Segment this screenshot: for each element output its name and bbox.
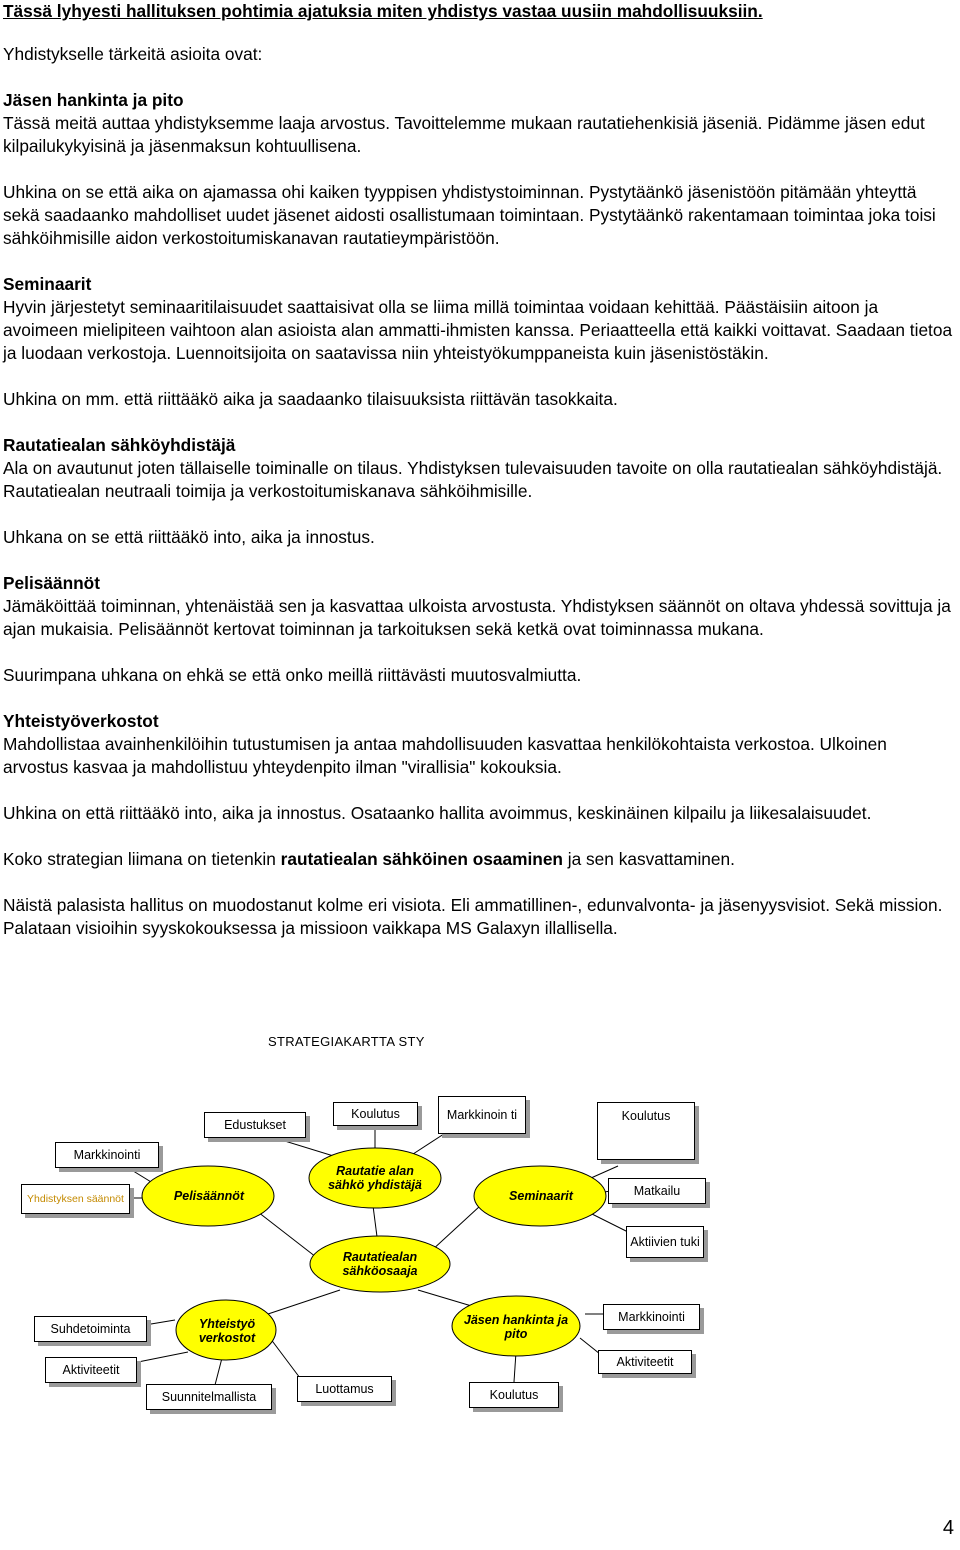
box-markkinointi: Markkinointi — [55, 1142, 159, 1168]
strategy-map — [0, 1020, 960, 1440]
section-threat: Uhkina on se että aika on ajamassa ohi kaiken tyyppisen yhdistystoiminnan. Pystytäänkö jäsenistöön pitämään yhteyttä sekä saadaanko mahdolliset uudet jäsenet aidosti osallistumaan toimintaan. Pystytäänkö rakentamaan toimintaa joka toisi sähköihmisille aidon verkostoitumiskanavan rautatieympäristöön. — [3, 182, 936, 248]
section-body: Ala on avautunut joten tällaiselle toiminalle on tilaus. Yhdistyksen tulevaisuuden tavoite on olla rautatiealan sähköyhdistäjä. Rautatiealan neutraali toimija ja verkostoitumiskanava sähköihmisille. — [3, 458, 943, 501]
box-matkailu: Matkailu — [608, 1178, 706, 1204]
section-body: Hyvin järjestetyt seminaaritilaisuudet saattaisivat olla se liima millä toimintaa voidaan kehittää. Päästäisiin aitoon ja avoimeen mielipiteen vaihtoon alan asioista alan ammatti-ihmisten kanssa. Periaatteella että kaikki voittavat. Saadaan tietoa ja luodaan verkostoja. Luennoitsijoita on saatavissa niin yhteistyökumppaneista kuin jäsenistöstäkin. — [3, 297, 953, 363]
box-aktiviteetit: Aktiviteetit — [598, 1350, 692, 1374]
section-seminaarit — [3, 273, 955, 365]
connector-line — [430, 1206, 480, 1252]
box-suhdetoiminta: Suhdetoiminta — [34, 1316, 147, 1342]
section-heading: Rautatiealan sähköyhdistäjä — [3, 435, 236, 455]
box-edustukset: Edustukset — [204, 1112, 306, 1138]
yhteistyo-label: Yhteistyö verkostot — [198, 1317, 256, 1345]
box-aktiivien-tuki: Aktiivien tuki — [626, 1226, 704, 1258]
section-heading: Seminaarit — [3, 274, 92, 294]
box-markkinointi: Markkinointi — [603, 1304, 700, 1330]
section-yhteistyo — [3, 710, 955, 779]
section-sahkoyhdistaja — [3, 434, 955, 503]
box-yhdistyksen-saannot: Yhdistyksen säännöt — [21, 1184, 130, 1214]
section-threat: Uhkina on mm. että riittääkö aika ja saadaanko tilaisuuksista riittävän tasokkaita. — [3, 389, 618, 409]
hub-label: Rautatie alan sähkö yhdistäjä — [328, 1164, 422, 1192]
section-body: Mahdollistaa avainhenkilöihin tutustumisen ja antaa mahdollisuuden kasvattaa henkilökohtaista verkostoa. Ulkoinen arvostus kasvaa ja mahdollistuu yhteydenpito ilman "virallisia" kokouksia. — [3, 734, 887, 777]
section-threat: Uhkina on että riittääkö into, aika ja innostus. Osataanko hallita avoimmus, keskinäinen kilpailu ja liikesalaisuudet. — [3, 803, 872, 823]
page-number: 4 — [942, 1517, 954, 1539]
vision-paragraph: Näistä palasista hallitus on muodostanut kolme eri visiota. Eli ammatillinen-, edunvalvonta- ja jäsenyysvisiot. Sekä mission. Palataan visioihin syyskokouksessa ja missioon vaikkapa MS Galaxyn illallisella. — [3, 895, 943, 938]
important-label: Yhdistykselle tärkeitä asioita ovat: — [3, 44, 263, 64]
section-heading: Pelisäännöt — [3, 573, 100, 593]
section-pelisaannot — [3, 572, 955, 641]
section-threat: Suurimpana uhkana on ehkä se että onko meillä riittävästi muutosvalmiutta. — [3, 665, 582, 685]
connector-line — [128, 1352, 188, 1364]
box-markkinointi: Markkinoin ti — [438, 1096, 526, 1134]
map-title: STRATEGIAKARTTA STY — [268, 1034, 425, 1049]
strategy-before: Koko strategian liimana on tietenkin — [3, 849, 281, 869]
document-body — [3, 0, 955, 963]
connector-line — [580, 1338, 600, 1354]
connector-line — [145, 1320, 175, 1325]
connector-line — [270, 1338, 300, 1378]
section-threat: Uhkana on se että riittääkö into, aika ja innostus. — [3, 527, 375, 547]
section-body: Tässä meitä auttaa yhdistyksemme laaja arvostus. Tavoittelemme mukaan rautatiehenkisiä jäseniä. Pidämme jäsen edut kilpailukykyisinä ja jäsenmaksun kohtuullisena. — [3, 113, 925, 156]
box-koulutus: Koulutus — [469, 1382, 559, 1408]
connector-line — [268, 1290, 340, 1314]
section-body: Jämäköittää toiminnan, yhtenäistää sen ja kasvattaa ulkoista arvostusta. Yhdistyksen säännöt on oltava yhdessä sovittuja ja ajan mukaisia. Pelisäännöt kertovat toiminnan ja tarkoituksen sekä ketkä ovat toiminnassa mukana. — [3, 596, 951, 639]
box-luottamus: Luottamus — [297, 1376, 392, 1402]
connector-line — [514, 1352, 516, 1382]
box-koulutus: Koulutus — [597, 1102, 695, 1160]
box-koulutus: Koulutus — [333, 1102, 418, 1126]
connector-line — [215, 1358, 222, 1385]
section-heading: Jäsen hankinta ja pito — [3, 90, 184, 110]
strategy-after: ja sen kasvattaminen. — [562, 849, 735, 869]
pelisaannot-label: Pelisäännöt — [173, 1189, 245, 1203]
intro-text: Tässä lyhyesti hallituksen pohtimia ajatuksia miten yhdistys vastaa uusiin mahdollisuuksiin. — [3, 1, 763, 21]
connector-line — [588, 1212, 628, 1232]
section-heading: Yhteistyöverkostot — [3, 711, 159, 731]
map-graphics — [0, 1020, 960, 1440]
jasen-label: Jäsen hankinta ja pito — [463, 1313, 569, 1341]
box-suunnitelmallista: Suunnitelmallista — [146, 1384, 272, 1410]
seminaarit-label: Seminaarit — [509, 1189, 573, 1203]
strategy-paragraph — [3, 848, 955, 871]
section-jasen — [3, 89, 955, 158]
strategy-bold: rautatiealan sähköinen osaaminen — [280, 849, 563, 869]
center-label: Rautatiealan sähköosaaja — [342, 1250, 418, 1278]
box-aktiviteetit: Aktiviteetit — [45, 1357, 137, 1383]
